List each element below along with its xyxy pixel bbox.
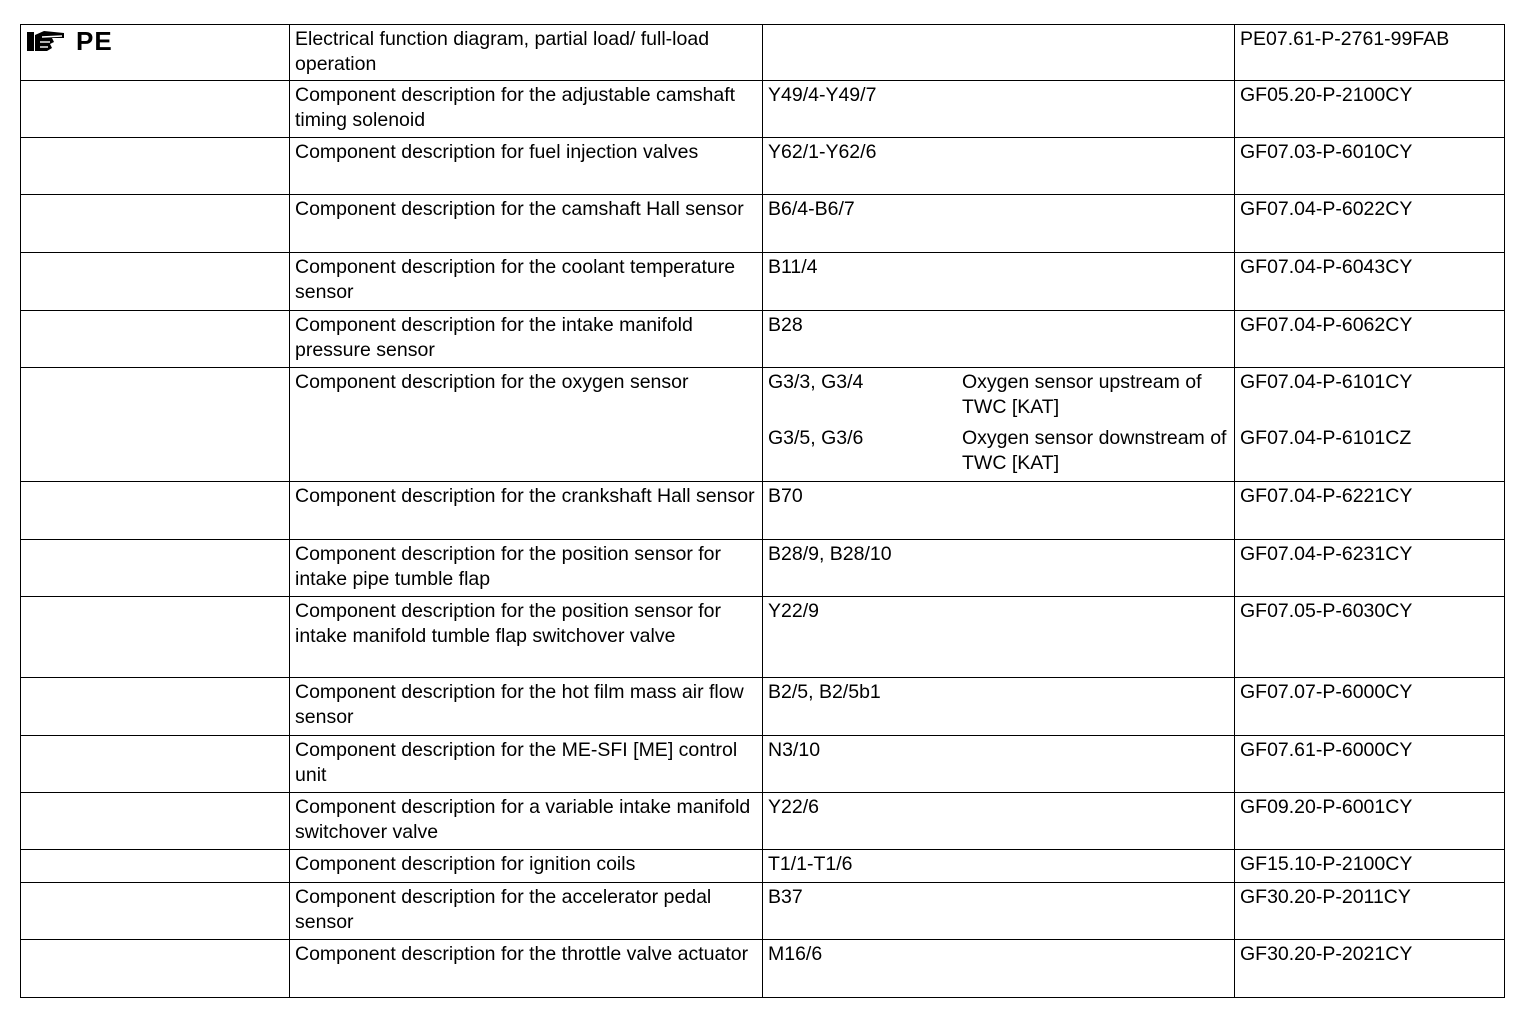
description-cell [290, 311, 763, 368]
component-code-line [768, 680, 1229, 705]
component-code: M16/6 [768, 943, 823, 965]
component-code-cell [763, 195, 1235, 253]
component-code: G3/3, G3/4 [768, 371, 864, 393]
component-code-line [768, 140, 1229, 165]
description-text: Component description for the intake manifold pressure sensor [295, 314, 693, 361]
document-number-cell [1235, 883, 1505, 940]
pe-label: PE [76, 26, 113, 56]
component-code: N3/10 [768, 739, 821, 761]
component-code-line [768, 197, 1229, 222]
reference-mark-cell [21, 736, 290, 793]
reference-mark-cell [21, 597, 290, 678]
component-code: B6/4-B6/7 [768, 198, 855, 220]
description-cell [290, 482, 763, 540]
component-code-cell [763, 793, 1235, 850]
reference-mark-cell [21, 311, 290, 368]
description-cell [290, 678, 763, 736]
table-row [21, 940, 1505, 998]
document-number-link[interactable]: GF07.05-P-6030CY [1240, 600, 1413, 622]
document-number-cell [1235, 253, 1505, 311]
component-code: B37 [768, 886, 803, 908]
table-row [21, 253, 1505, 311]
component-code: B28 [768, 314, 803, 336]
description-cell [290, 736, 763, 793]
description-cell [290, 597, 763, 678]
component-code-cell [763, 736, 1235, 793]
document-number-link[interactable]: GF09.20-P-6001CY [1240, 796, 1413, 818]
document-number-cell [1235, 482, 1505, 540]
reference-mark-cell [21, 940, 290, 998]
table-row [21, 25, 1505, 81]
description-text: Component description for the accelerator pedal sensor [295, 886, 712, 933]
component-code-line [768, 942, 1229, 967]
component-code-line [768, 83, 1229, 108]
reference-mark-cell [21, 883, 290, 940]
component-code-line [768, 852, 1229, 877]
table-row [21, 138, 1505, 195]
component-code: B11/4 [768, 256, 818, 278]
document-number-link[interactable]: GF07.04-P-6043CY [1240, 256, 1413, 278]
component-code-cell [763, 81, 1235, 138]
document-number-cell [1235, 540, 1505, 597]
component-code: G3/5, G3/6 [768, 427, 864, 449]
document-number-cell [1235, 311, 1505, 368]
reference-mark-cell [21, 850, 290, 883]
document-number-link[interactable]: GF07.04-P-6231CY [1240, 543, 1413, 565]
description-cell [290, 25, 763, 81]
reference-mark-cell [21, 195, 290, 253]
component-code-line [768, 255, 1229, 280]
description-text: Electrical function diagram, partial load/ full-load operation [295, 28, 710, 75]
description-text: Component description for the adjustable camshaft timing solenoid [295, 84, 736, 131]
document-number-cell [1235, 597, 1505, 678]
table-row [21, 883, 1505, 940]
table-row [21, 311, 1505, 368]
component-code-line [768, 484, 1229, 509]
component-code-cell [763, 253, 1235, 311]
description-cell [290, 368, 763, 482]
description-text: Component description for the camshaft Hall sensor [295, 198, 744, 220]
component-code: Y22/9 [768, 600, 819, 622]
table-row [21, 368, 1505, 482]
component-code-cell [763, 850, 1235, 883]
description-cell [290, 850, 763, 883]
component-code: Y22/6 [768, 796, 819, 818]
description-text: Component description for the coolant temperature sensor [295, 256, 736, 303]
description-cell [290, 940, 763, 998]
component-code: B2/5, B2/5b1 [768, 681, 881, 703]
table-row [21, 195, 1505, 253]
document-number-link[interactable]: GF07.04-P-6022CY [1240, 198, 1413, 220]
description-text: Component description for fuel injection valves [295, 141, 699, 163]
document-number-cell [1235, 138, 1505, 195]
document-number-link[interactable]: GF05.20-P-2100CY [1240, 84, 1413, 106]
component-note: Oxygen sensor upstream of TWC [KAT] [962, 371, 1202, 418]
component-code: B70 [768, 485, 803, 507]
component-code-line [768, 426, 1229, 476]
reference-mark-cell [21, 81, 290, 138]
reference-mark-cell [21, 678, 290, 736]
document-number-cell [1235, 940, 1505, 998]
component-code-cell [763, 678, 1235, 736]
component-code-line [768, 738, 1229, 763]
description-text: Component description for a variable intake manifold switchover valve [295, 796, 751, 843]
document-number-cell [1235, 678, 1505, 736]
reference-table [20, 24, 1505, 998]
document-number-cell [1235, 368, 1505, 482]
reference-mark-cell [21, 25, 290, 81]
table-row [21, 678, 1505, 736]
component-code: Y49/4-Y49/7 [768, 84, 877, 106]
document-number-cell [1235, 850, 1505, 883]
reference-mark-cell [21, 482, 290, 540]
reference-mark-cell [21, 253, 290, 311]
description-text: Component description for the oxygen sensor [295, 371, 689, 393]
table-row [21, 793, 1505, 850]
component-code-cell [763, 540, 1235, 597]
document-number-link[interactable]: GF07.03-P-6010CY [1240, 141, 1413, 163]
document-number-link[interactable]: GF30.20-P-2011CY [1240, 886, 1411, 908]
component-note: Oxygen sensor downstream of TWC [KAT] [962, 427, 1227, 474]
document-number-cell [1235, 736, 1505, 793]
component-code-cell [763, 368, 1235, 482]
component-code-line [768, 370, 1229, 420]
document-number-link[interactable]: GF07.61-P-6000CY [1240, 739, 1413, 761]
document-number-cell [1235, 195, 1505, 253]
description-cell [290, 253, 763, 311]
document-number-link[interactable]: GF07.04-P-6221CY [1240, 485, 1413, 507]
table-row [21, 482, 1505, 540]
reference-mark-cell [21, 138, 290, 195]
document-number-cell [1235, 81, 1505, 138]
description-cell [290, 195, 763, 253]
document-number-cell [1235, 793, 1505, 850]
table-row [21, 736, 1505, 793]
component-code-cell [763, 482, 1235, 540]
document-number-cell [1235, 25, 1505, 81]
reference-mark-cell [21, 540, 290, 597]
document-number-link[interactable]: PE07.61-P-2761-99FAB [1240, 28, 1450, 50]
component-code-line [768, 542, 1229, 567]
table-row [21, 81, 1505, 138]
component-code-cell [763, 311, 1235, 368]
reference-table-body [21, 25, 1505, 998]
description-cell [290, 883, 763, 940]
pe-reference-link[interactable] [26, 27, 113, 55]
document-number-link[interactable]: GF07.04-P-6101CZ [1240, 427, 1412, 449]
table-row [21, 540, 1505, 597]
description-text: Component description for the position sensor for intake manifold tumble flap switchover valve [295, 600, 721, 647]
description-text: Component description for ignition coils [295, 853, 636, 875]
document-number-link[interactable]: GF15.10-P-2100CY [1240, 853, 1413, 875]
document-number-link[interactable]: GF07.04-P-6101CY [1240, 371, 1413, 393]
component-code-line [768, 885, 1229, 910]
description-cell [290, 138, 763, 195]
description-text: Component description for the crankshaft Hall sensor [295, 485, 755, 507]
component-code-line [768, 313, 1229, 338]
pointing-hand-icon [26, 29, 70, 53]
component-code-line [768, 599, 1229, 624]
reference-mark-cell [21, 368, 290, 482]
reference-mark-cell [21, 793, 290, 850]
description-text: Component description for the hot film mass air flow sensor [295, 681, 744, 728]
component-code: B28/9, B28/10 [768, 543, 892, 565]
description-cell [290, 81, 763, 138]
component-code-cell [763, 25, 1235, 81]
document-number-link[interactable]: GF30.20-P-2021CY [1240, 943, 1413, 965]
component-code-cell [763, 138, 1235, 195]
description-text: Component description for the position sensor for intake pipe tumble flap [295, 543, 721, 590]
component-code-cell [763, 597, 1235, 678]
table-row [21, 597, 1505, 678]
table-row [21, 850, 1505, 883]
description-text: Component description for the throttle valve actuator [295, 943, 749, 965]
component-code-cell [763, 883, 1235, 940]
document-number-link[interactable]: GF07.07-P-6000CY [1240, 681, 1413, 703]
component-code-cell [763, 940, 1235, 998]
component-code-line [768, 795, 1229, 820]
description-cell [290, 793, 763, 850]
description-cell [290, 540, 763, 597]
description-text: Component description for the ME-SFI [ME] control unit [295, 739, 738, 786]
document-number-link[interactable]: GF07.04-P-6062CY [1240, 314, 1413, 336]
component-code: T1/1-T1/6 [768, 853, 853, 875]
component-code: Y62/1-Y62/6 [768, 141, 877, 163]
